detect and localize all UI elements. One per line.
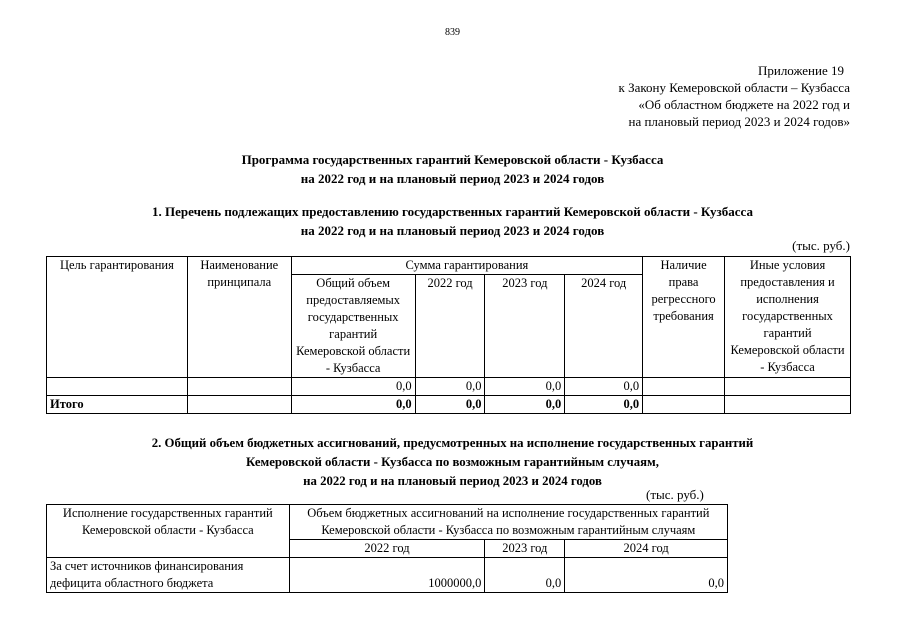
appendix-line-1: Приложение 19 xyxy=(757,63,844,78)
header-execution: Исполнение государственных гарантий Кемеровской области - Кузбасса xyxy=(47,505,290,558)
alloc-cell-2022: 1000000,0 xyxy=(289,558,485,593)
header-sum: Сумма гарантирования xyxy=(291,257,642,275)
section2-title-line-2: Кемеровской области - Кузбасса по возможным гарантийным случаям, xyxy=(246,455,659,469)
section2-title-line-3: на 2022 год и на плановый период 2023 и 2024 годов xyxy=(303,474,602,488)
section1-title-line-1: 1. Перечень подлежащих предоставлению государственных гарантий Кемеровской области - Кузбасса xyxy=(152,204,753,219)
header-volume: Объем бюджетных ассигнований на исполнение государственных гарантий Кемеровской области - Кузбасса по возможным гарантийным случаям xyxy=(289,505,727,540)
alloc-cell-2024: 0,0 xyxy=(565,558,728,593)
appendix-line-4: на плановый период 2023 и 2024 годов» xyxy=(628,114,850,129)
alloc-header-2023: 2023 год xyxy=(485,540,565,558)
alloc-header-2022: 2022 год xyxy=(289,540,485,558)
section1-title-line-2: на 2022 год и на плановый период 2023 и 2024 годов xyxy=(300,223,605,238)
cell-2024: 0,0 xyxy=(565,378,643,396)
cell-2023: 0,0 xyxy=(485,378,565,396)
total-volume: 0,0 xyxy=(291,396,415,414)
total-label: Итого xyxy=(47,396,188,414)
header-goal: Цель гарантирования xyxy=(47,257,188,378)
appendix-line-2: к Закону Кемеровской области – Кузбасса xyxy=(618,80,850,95)
section1-title xyxy=(0,202,905,240)
section2-units: (тыс. руб.) xyxy=(646,487,704,502)
appendix-line-3: «Об областном бюджете на 2022 год и xyxy=(638,97,850,112)
total-2023: 0,0 xyxy=(485,396,565,414)
alloc-row-label: За счет источников финансирования дефицита областного бюджета xyxy=(47,558,290,593)
alloc-cell-2023: 0,0 xyxy=(485,558,565,593)
allocations-table xyxy=(46,504,728,593)
cell-other xyxy=(725,378,851,396)
header-2022: 2022 год xyxy=(415,275,485,378)
document-title-line-1: Программа государственных гарантий Кемеровской области - Кузбасса xyxy=(241,152,664,167)
guarantees-table xyxy=(46,256,851,414)
cell-total: 0,0 xyxy=(291,378,415,396)
document-title-line-2: на 2022 год и на плановый период 2023 и 2024 годов xyxy=(300,171,605,186)
appendix-note xyxy=(619,62,851,130)
table-header-row xyxy=(47,257,851,275)
alloc-header-2024: 2024 год xyxy=(565,540,728,558)
total-regress xyxy=(643,396,725,414)
header-2024: 2024 год xyxy=(565,275,643,378)
header-2023: 2023 год xyxy=(485,275,565,378)
cell-goal xyxy=(47,378,188,396)
cell-regress xyxy=(643,378,725,396)
document-title xyxy=(0,150,905,188)
page-number: 839 xyxy=(445,27,460,38)
section2-title-line-1: 2. Общий объем бюджетных ассигнований, предусмотренных на исполнение государственных гарантий xyxy=(151,436,754,450)
total-2022: 0,0 xyxy=(415,396,485,414)
header-other-conditions: Иные условия предоставления и исполнения государственных гарантий Кемеровской области - Кузбасса xyxy=(725,257,851,378)
header-total-volume: Общий объем предоставляемых государственных гарантий Кемеровской области - Кузбасса xyxy=(291,275,415,378)
total-principal xyxy=(187,396,291,414)
header-principal: Наименование принципала xyxy=(187,257,291,378)
section1-units: (тыс. руб.) xyxy=(792,238,850,253)
total-other xyxy=(725,396,851,414)
section2-title xyxy=(0,434,905,491)
table-row xyxy=(47,558,728,593)
cell-principal xyxy=(187,378,291,396)
table-total-row xyxy=(47,396,851,414)
header-regress: Наличие права регрессного требования xyxy=(643,257,725,378)
total-2024: 0,0 xyxy=(565,396,643,414)
cell-2022: 0,0 xyxy=(415,378,485,396)
allocations-header-row xyxy=(47,505,728,540)
table-row xyxy=(47,378,851,396)
